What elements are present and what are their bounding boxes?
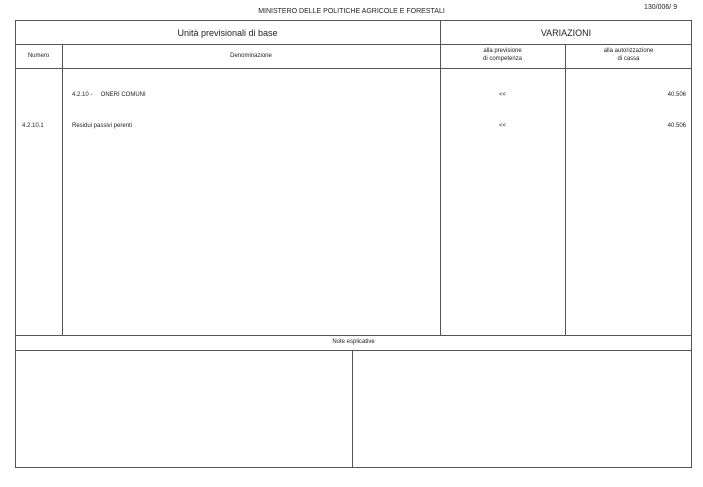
notes-right-area xyxy=(353,351,691,467)
notes-left-area xyxy=(16,351,352,467)
cassa-column-divider xyxy=(565,44,566,335)
page-reference: 130/006/ 9 xyxy=(644,4,678,11)
header-divider xyxy=(15,44,692,45)
row-denominazione: Residui passivi perenti xyxy=(72,123,133,129)
column-header-numero: Numero xyxy=(27,53,50,59)
group-header-unita: Unità previsionali di base xyxy=(177,28,278,38)
row-cassa: 40.506 xyxy=(667,92,686,98)
table-bottom-divider xyxy=(15,335,692,336)
ministry-title: MINISTERO DELLE POLITICHE AGRICOLE E FORESTALI xyxy=(258,8,445,15)
column-header-cassa-line1: alla autorizzazione xyxy=(603,48,654,54)
row-numero: 4.2.10.1 xyxy=(22,123,44,129)
variazioni-divider xyxy=(440,20,441,335)
column-header-denominazione: Denominazione xyxy=(230,53,272,59)
row-competenza: << xyxy=(498,92,506,98)
row-cassa: 40.506 xyxy=(667,123,686,129)
column-header-competenza-line1: alla previsione xyxy=(483,48,522,54)
column-header-divider xyxy=(15,68,692,69)
numero-column-divider xyxy=(62,44,63,335)
column-header-competenza-line2: di competenza xyxy=(482,56,523,62)
notes-title: Note esplicative xyxy=(332,339,375,345)
row-denominazione: 4.2.10 - ONERI COMUNI xyxy=(72,92,146,98)
group-header-variazioni: VARIAZIONI xyxy=(540,28,592,38)
column-header-cassa-line2: di cassa xyxy=(617,56,640,62)
row-competenza: << xyxy=(498,123,506,129)
